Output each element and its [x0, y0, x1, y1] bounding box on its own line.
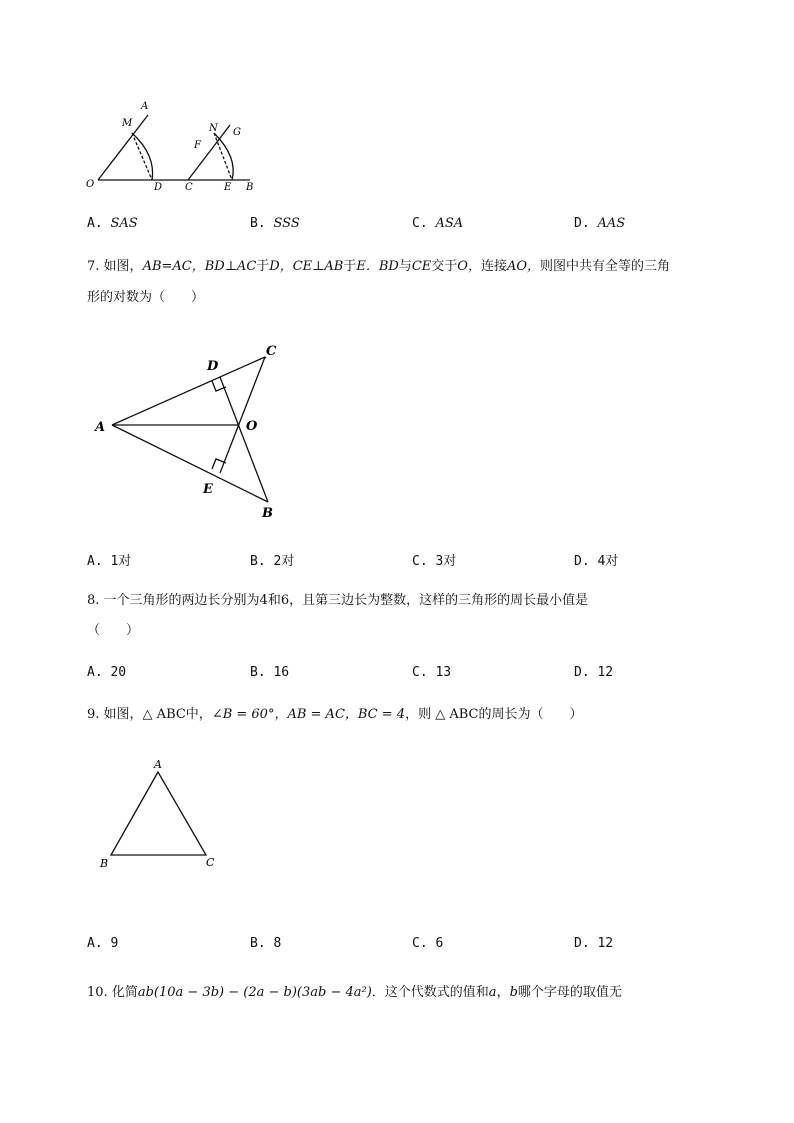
q8-option-a[interactable]: A. 20 — [87, 665, 127, 680]
label-E: E — [224, 182, 232, 193]
label-B: B — [246, 182, 254, 193]
line-bd — [220, 377, 268, 502]
label-C: C — [266, 344, 277, 359]
q9-stem: 9. 如图，△ ABC中，∠B = 60°，AB = AC，BC = 4，则 △ ABC的周长为（ ） — [87, 707, 583, 722]
q6-option-d[interactable]: D. AAS — [574, 216, 626, 231]
triangle-abc — [111, 772, 206, 855]
q9-option-b[interactable]: B. 8 — [250, 936, 282, 951]
label-C: C — [206, 856, 215, 869]
dashed-ne — [214, 133, 232, 180]
label-A: A — [141, 101, 149, 112]
q9-option-c[interactable]: C. 6 — [412, 936, 444, 951]
line-cb — [265, 357, 268, 502]
q6-option-c[interactable]: C. ASA — [412, 216, 464, 231]
q9-option-d[interactable]: D. 12 — [574, 936, 614, 951]
q7-stem-line1: 7. 如图，AB=AC，BD⊥AC于D，CE⊥AB于E．BD与CE交于O，连接AO，则图中共有全等的三角 — [87, 259, 671, 274]
q8-option-c[interactable]: C. 13 — [412, 665, 452, 680]
q6-figure — [80, 95, 270, 195]
label-O: O — [246, 419, 258, 434]
line-ab — [112, 425, 268, 502]
label-D: D — [154, 182, 163, 193]
label-O: O — [86, 179, 95, 190]
label-C: C — [185, 182, 193, 193]
label-B: B — [100, 857, 109, 870]
line-bc-hidden — [265, 357, 268, 502]
q8-option-d[interactable]: D. 12 — [574, 665, 614, 680]
label-B: B — [262, 506, 273, 521]
q9-figure — [95, 755, 225, 870]
label-G: G — [233, 127, 241, 138]
q7-stem-line2: 形的对数为（ ） — [87, 290, 205, 305]
q7-option-a[interactable]: A. 1对 — [87, 554, 132, 569]
label-M: M — [122, 118, 133, 129]
label-N: N — [209, 123, 218, 134]
q6-option-b[interactable]: B. SSS — [250, 216, 300, 231]
label-A: A — [154, 758, 162, 771]
label-D: D — [207, 359, 219, 374]
q8-stem-line1: 8. 一个三角形的两边长分别为4和6，且第三边长为整数，这样的三角形的周长最小值是 — [87, 593, 589, 608]
q7-option-c[interactable]: C. 3对 — [412, 554, 457, 569]
label-A: A — [95, 420, 106, 435]
q8-stem-line2: （ ） — [87, 623, 140, 638]
label-E: E — [203, 482, 213, 497]
q7-option-b[interactable]: B. 2对 — [250, 554, 295, 569]
q8-option-b[interactable]: B. 16 — [250, 665, 290, 680]
q10-stem: 10. 化简ab(10a − 3b) − (2a − b)(3ab − 4a²)．这个代数式的值和a，b哪个字母的取值无 — [87, 985, 622, 1000]
q6-option-a[interactable]: A. SAS — [87, 216, 138, 231]
q7-figure — [90, 340, 290, 525]
q7-option-d[interactable]: D. 4对 — [574, 554, 619, 569]
label-F: F — [194, 140, 201, 151]
q9-option-a[interactable]: A. 9 — [87, 936, 119, 951]
